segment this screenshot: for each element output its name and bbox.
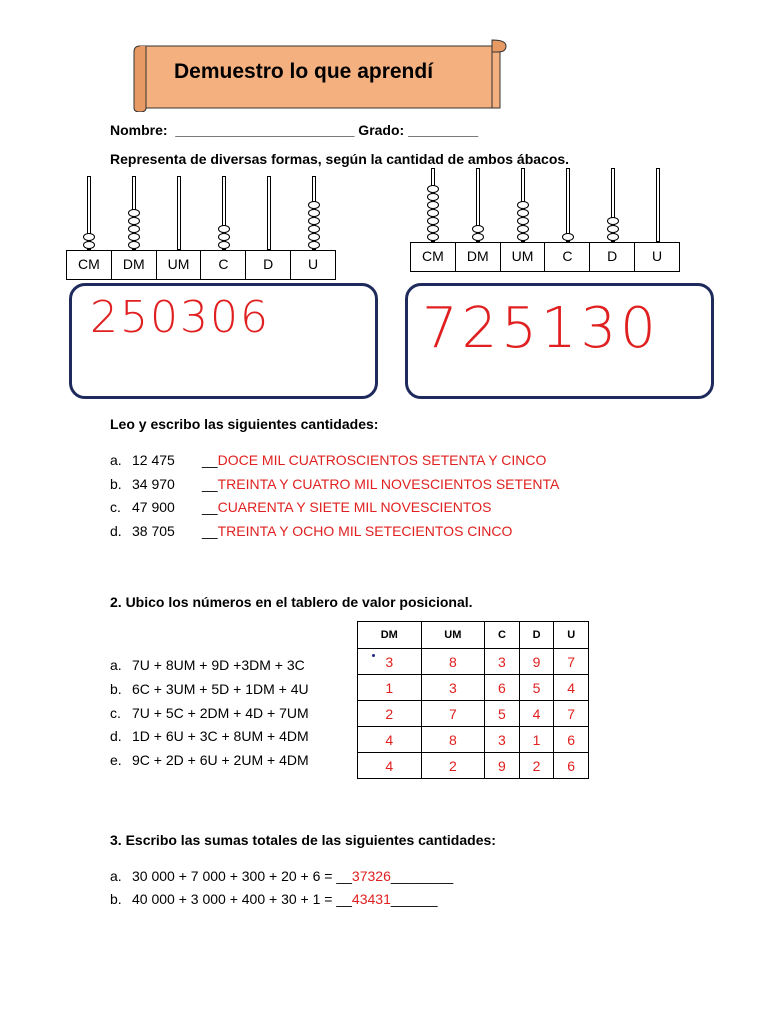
- item-answer: 37326: [351, 868, 391, 884]
- abacus-bead: [607, 217, 619, 225]
- item-letter: d.: [110, 522, 122, 539]
- abacus-bead: [83, 241, 95, 249]
- abacus-bead: [308, 201, 320, 209]
- abacus-rod: [566, 168, 570, 242]
- section1-heading: Leo y escribo las siguientes cantidades:: [110, 416, 379, 432]
- abacus-bead: [128, 225, 140, 233]
- table-header-cell: DM: [358, 622, 422, 649]
- page-title: Demuestro lo que aprendí: [174, 60, 434, 83]
- item-blank: __: [202, 475, 218, 492]
- table-row: [358, 753, 589, 779]
- abacus-label: DM: [112, 251, 157, 279]
- answer-box-left: [69, 283, 378, 399]
- abacus-bead: [128, 217, 140, 225]
- abacus-rod: [656, 168, 660, 242]
- abacus-bead: [427, 185, 439, 193]
- item-number: 38 705: [132, 522, 175, 539]
- item-letter: a.: [110, 452, 122, 468]
- item-blank: __: [202, 452, 218, 468]
- item-letter: b.: [110, 475, 122, 492]
- item-blank: __: [202, 522, 218, 539]
- abacus-bead: [218, 233, 230, 241]
- item-expression: 9C + 2D + 6U + 2UM + 4DM: [132, 752, 309, 769]
- item-letter: a.: [110, 657, 122, 673]
- abacus-bead: [472, 225, 484, 233]
- table-cell: 2: [421, 753, 485, 779]
- abacus-bead: [607, 233, 619, 241]
- abacus-bead: [128, 241, 140, 249]
- abacus-bead: [83, 233, 95, 241]
- table-row: [358, 727, 589, 753]
- abacus-labels: [410, 242, 680, 272]
- abacus-label: DM: [456, 243, 501, 271]
- item-expression: 40 000 + 3 000 + 400 + 30 + 1 = __: [132, 891, 352, 907]
- table-cell: 7: [421, 701, 485, 727]
- table-cell: 4: [554, 675, 589, 701]
- table-cell: 2: [358, 701, 422, 727]
- abacus-label: UM: [157, 251, 202, 279]
- expression-item: [110, 752, 309, 768]
- abacus-bead: [427, 217, 439, 225]
- abacus-bead: [472, 233, 484, 241]
- abacus-label: U: [651, 248, 663, 264]
- table-header-cell: U: [554, 622, 589, 649]
- abacus-bead: [218, 241, 230, 249]
- expression-item: [110, 681, 309, 697]
- section3-heading: 3. Escribo las sumas totales de las siguientes cantidades:: [110, 832, 496, 848]
- answer-left: 250306: [90, 292, 270, 343]
- item-expression: 30 000 + 7 000 + 300 + 20 + 6 = __: [132, 868, 352, 884]
- item-answer: 43431: [351, 891, 391, 907]
- table-header-cell: C: [485, 622, 520, 649]
- table-cell: 4: [358, 753, 422, 779]
- table-cell: 7: [554, 649, 589, 675]
- item-blank-tail: ______: [390, 891, 438, 907]
- table-cell: 6: [554, 727, 589, 753]
- table-cell: 8: [421, 727, 485, 753]
- abacus-label: D: [590, 243, 635, 271]
- item-blank: __: [202, 499, 218, 515]
- abacus-label: D: [246, 251, 291, 279]
- abacus-bead: [427, 233, 439, 241]
- sum-item: [110, 868, 453, 884]
- abacus-bead: [607, 225, 619, 233]
- table-cell: 4: [358, 727, 422, 753]
- item-expression: 1D + 6U + 3C + 8UM + 4DM: [132, 728, 309, 745]
- abacus-label: C: [545, 243, 590, 271]
- abacus-label: C: [201, 251, 246, 279]
- item-letter: b.: [110, 891, 122, 907]
- expression-item: [110, 657, 305, 673]
- table-cell: 1: [358, 675, 422, 701]
- instruction-text: Representa de diversas formas, según la cantidad de ambos ábacos.: [110, 151, 570, 167]
- table-cell: 5: [519, 675, 554, 701]
- item-letter: c.: [110, 499, 121, 515]
- abacus-bead: [517, 233, 529, 241]
- answer-box-right: [405, 283, 714, 399]
- table-cell: 3: [485, 727, 520, 753]
- table-cell: 3: [358, 649, 422, 675]
- table-header-cell: UM: [421, 622, 485, 649]
- abacus-bead: [308, 233, 320, 241]
- abacus-bead: [427, 193, 439, 201]
- table-cell: 8: [421, 649, 485, 675]
- item-letter: e.: [110, 752, 122, 769]
- abacus-bead: [427, 209, 439, 217]
- item-number: 34 970: [132, 475, 175, 492]
- item-letter: a.: [110, 868, 122, 884]
- abacus-left: [66, 176, 336, 280]
- item-expression: 6C + 3UM + 5D + 1DM + 4U: [132, 680, 309, 697]
- abacus-bead: [128, 209, 140, 217]
- abacus-label: U: [307, 256, 319, 272]
- abacus-bead: [308, 241, 320, 249]
- item-blank-tail: ________: [390, 868, 454, 884]
- sum-item: [110, 891, 438, 907]
- abacus-labels: [66, 250, 336, 280]
- name-grade-line: Nombre: _______________________ Grado: _________: [110, 122, 479, 138]
- table-cell: 6: [485, 675, 520, 701]
- table-cell: 6: [554, 753, 589, 779]
- place-value-table: [357, 621, 589, 779]
- table-cell: 1: [519, 727, 554, 753]
- abacus-bead: [562, 233, 574, 241]
- item-letter: d.: [110, 728, 122, 745]
- item-answer: TREINTA Y CUATRO MIL NOVESCIENTOS SETENTA: [217, 475, 560, 492]
- item-letter: c.: [110, 704, 121, 721]
- abacus-bead: [308, 209, 320, 217]
- table-cell: 9: [519, 649, 554, 675]
- abacus-bead: [427, 225, 439, 233]
- ink-dot: [372, 654, 375, 657]
- abacus-bead: [517, 217, 529, 225]
- abacus-label: CM: [67, 251, 112, 279]
- abacus-label: CM: [411, 243, 456, 271]
- expression-item: [110, 728, 309, 744]
- abacus-label: UM: [501, 243, 546, 271]
- table-cell: 5: [485, 701, 520, 727]
- abacus-bead: [427, 201, 439, 209]
- abacus-bead: [308, 225, 320, 233]
- table-cell: 3: [485, 649, 520, 675]
- abacus-rod: [267, 176, 271, 250]
- table-cell: 9: [485, 753, 520, 779]
- reading-item: [110, 476, 559, 492]
- table-cell: 2: [519, 753, 554, 779]
- abacus-bead: [128, 233, 140, 241]
- table-row: [358, 675, 589, 701]
- answer-right: 725130: [422, 296, 660, 361]
- table-cell: 7: [554, 701, 589, 727]
- abacus-right: [410, 168, 680, 272]
- table-row: [358, 701, 589, 727]
- abacus-bead: [308, 217, 320, 225]
- item-expression: 7U + 5C + 2DM + 4D + 7UM: [132, 704, 309, 721]
- item-letter: b.: [110, 680, 122, 697]
- item-expression: 7U + 8UM + 9D +3DM + 3C: [132, 657, 305, 673]
- item-answer: DOCE MIL CUATROSCIENTOS SETENTA Y CINCO: [217, 452, 547, 468]
- abacus-bead: [517, 225, 529, 233]
- title-banner: [132, 38, 508, 112]
- table-header-cell: D: [519, 622, 554, 649]
- table-row: [358, 649, 589, 675]
- abacus-bead: [517, 201, 529, 209]
- section2-heading: 2. Ubico los números en el tablero de valor posicional.: [110, 594, 473, 610]
- expression-item: [110, 705, 309, 721]
- abacus-rod: [177, 176, 181, 250]
- item-number: 47 900: [132, 499, 175, 515]
- reading-item: [110, 523, 512, 539]
- abacus-bead: [218, 225, 230, 233]
- reading-item: [110, 499, 491, 515]
- table-cell: 3: [421, 675, 485, 701]
- reading-item: [110, 452, 546, 468]
- abacus-bead: [517, 209, 529, 217]
- table-cell: 4: [519, 701, 554, 727]
- item-number: 12 475: [132, 452, 175, 468]
- item-answer: TREINTA Y OCHO MIL SETECIENTOS CINCO: [217, 522, 513, 539]
- item-answer: CUARENTA Y SIETE MIL NOVESCIENTOS: [217, 499, 492, 515]
